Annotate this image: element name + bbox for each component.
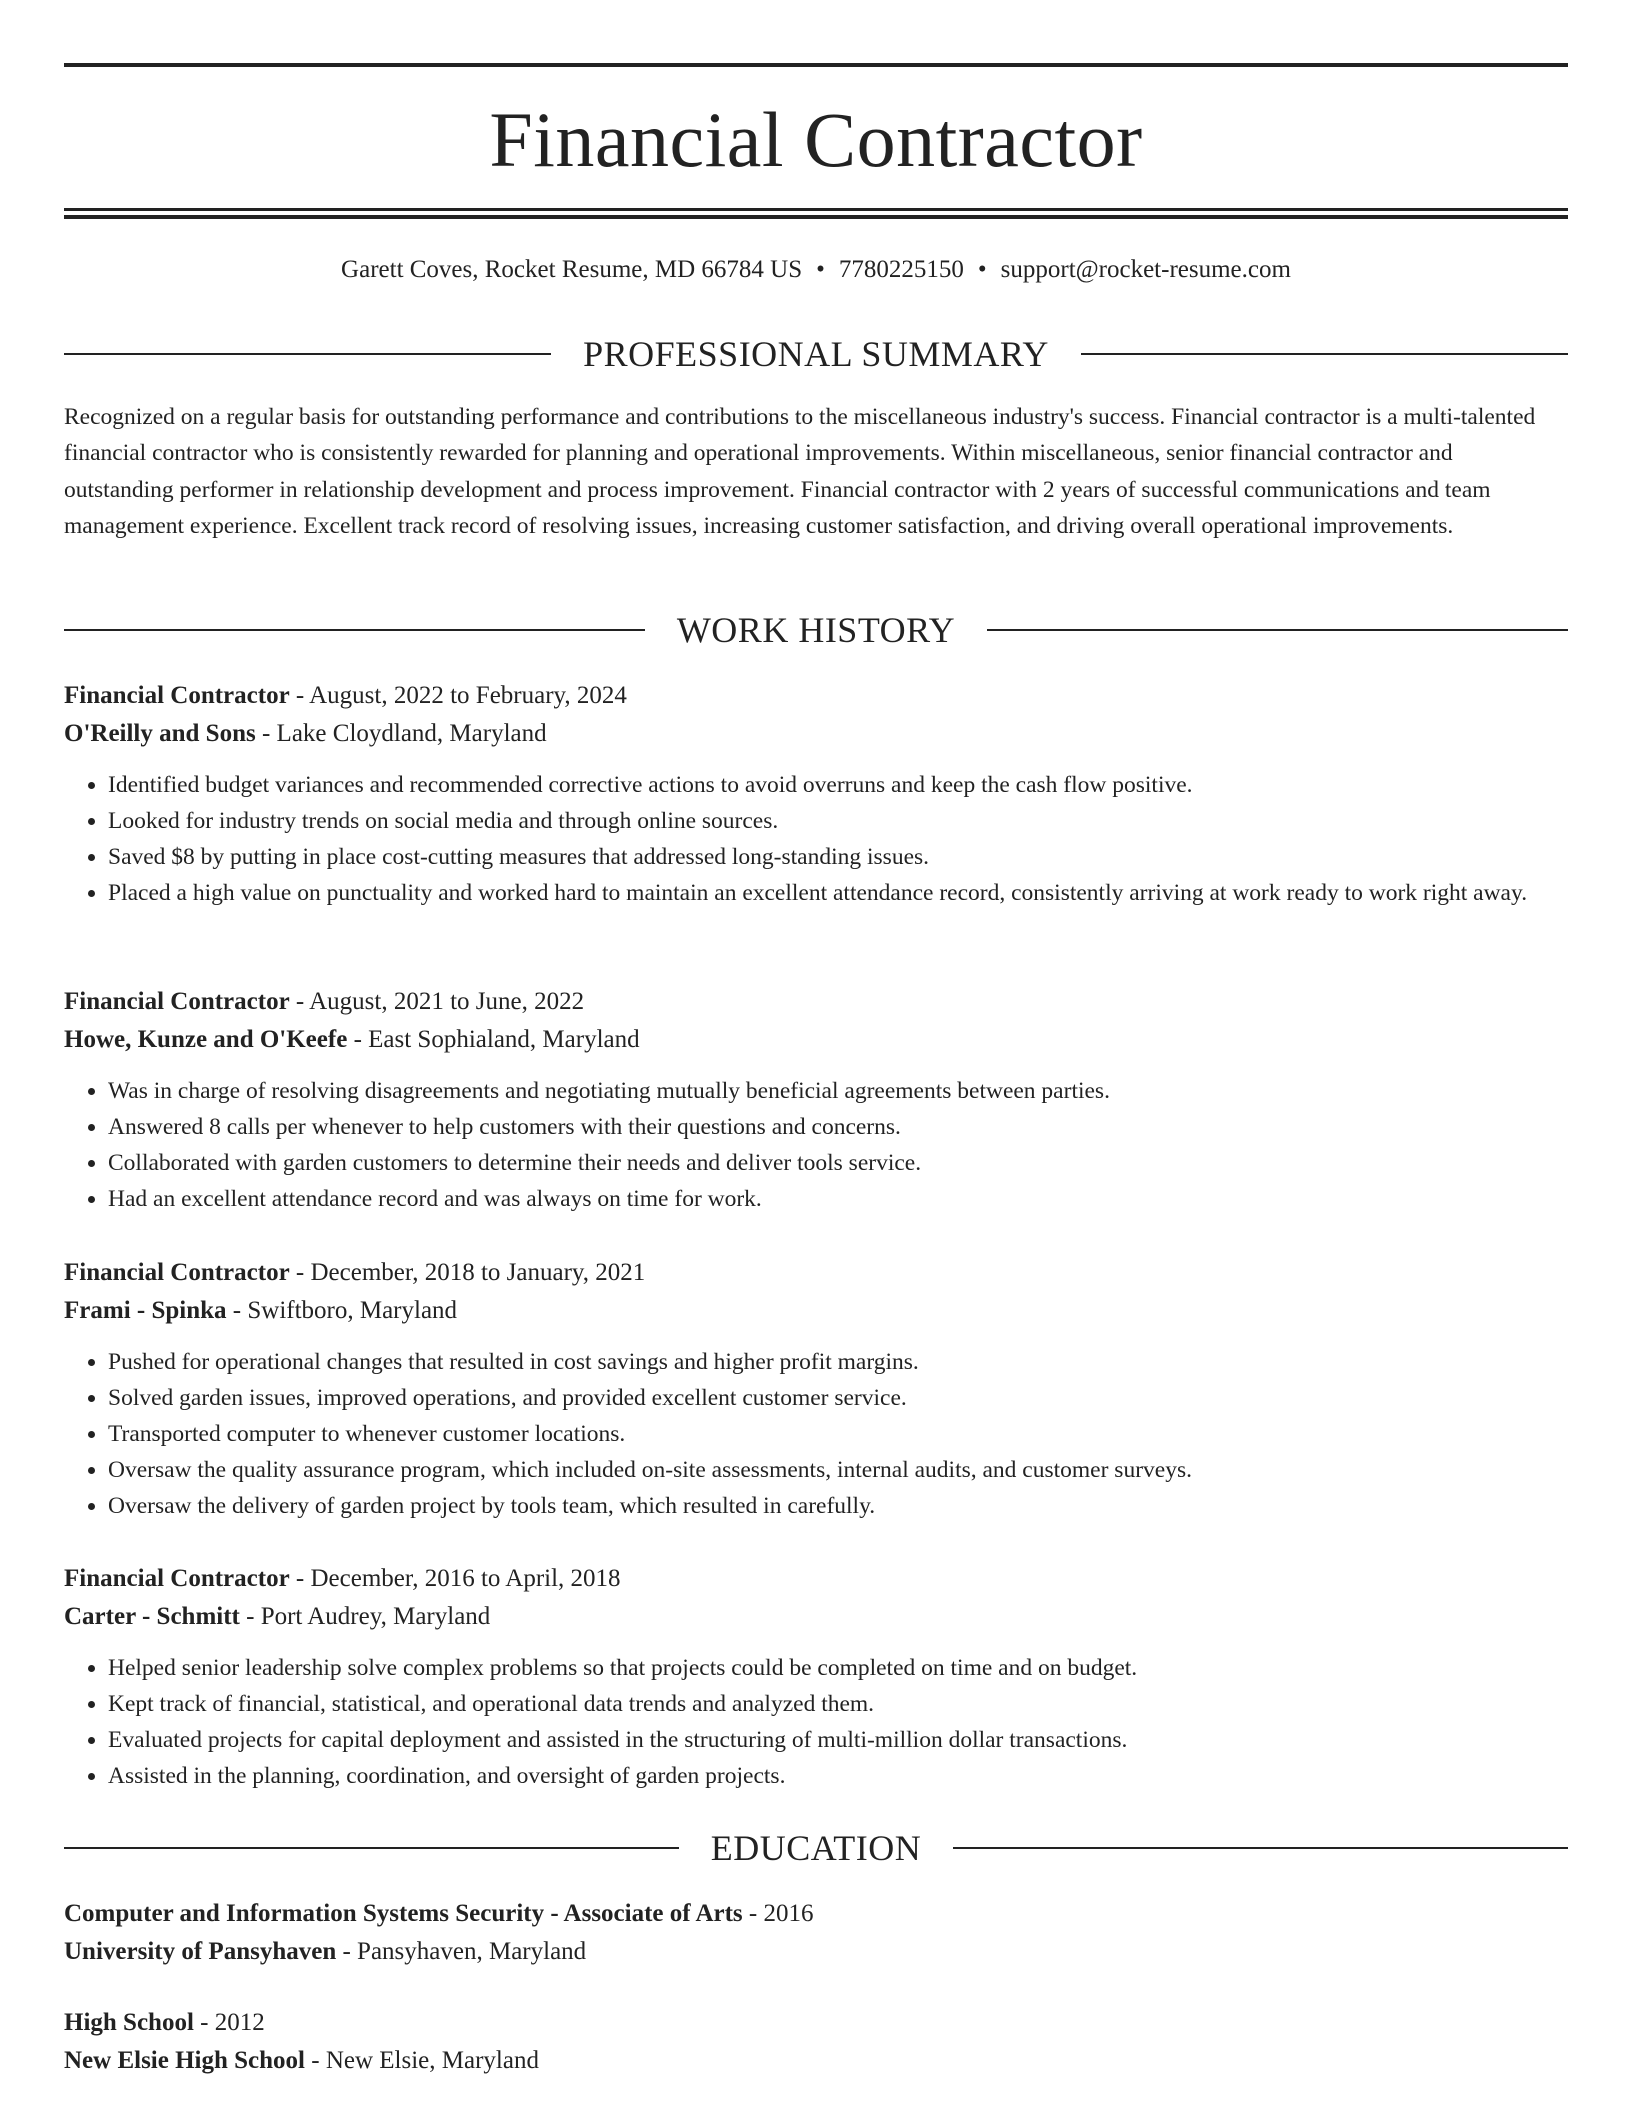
education-degree-line xyxy=(64,2004,1568,2042)
contact-line xyxy=(64,252,1568,288)
job-entry xyxy=(64,677,1568,911)
section-header-summary xyxy=(64,332,1568,376)
job-location: - Port Audrey, Maryland xyxy=(239,1603,491,1630)
job-bullet: • Had an excellent attendance record and was always on time for work. xyxy=(108,1181,1568,1217)
contact-email: support@rocket-resume.com xyxy=(1000,256,1291,283)
divider-line xyxy=(987,629,1568,631)
summary-text: Recognized on a regular basis for outstanding performance and contributions to the miscellaneous industry's success. Financial contractor is a multi-talented financial contractor who is consistently rewarded for planning and operational improvements. Within miscellaneous, senior financial contractor and outstanding performer in relationship development and process improvement. Financial contractor with 2 years of successful communications and team management experience. Excellent track record of resolving issues, increasing customer satisfaction, and driving overall operational improvements. xyxy=(64,404,1536,539)
education-degree: Computer and Information Systems Security - Associate of Arts xyxy=(64,1900,743,1927)
job-bullet: • Collaborated with garden customers to determine their needs and deliver tools service. xyxy=(108,1145,1568,1181)
divider-line xyxy=(64,629,645,631)
job-company-line xyxy=(64,1021,1568,1059)
job-bullet: • Answered 8 calls per whenever to help customers with their questions and concerns. xyxy=(108,1109,1568,1145)
job-company: Carter - Schmitt xyxy=(64,1603,240,1630)
job-entry xyxy=(64,983,1568,1217)
job-company-line xyxy=(64,715,1568,753)
education-year: - 2016 xyxy=(742,1900,814,1927)
job-location: - Lake Cloydland, Maryland xyxy=(255,720,547,747)
education-location: - Pansyhaven, Maryland xyxy=(336,1938,587,1965)
job-entry xyxy=(64,1254,1568,1524)
job-bullets xyxy=(64,1650,1568,1794)
job-role: Financial Contractor xyxy=(64,682,290,709)
job-bullets xyxy=(64,1073,1568,1217)
job-company: O'Reilly and Sons xyxy=(64,720,256,747)
job-company-line xyxy=(64,1292,1568,1330)
job-company: Frami - Spinka xyxy=(64,1297,227,1324)
job-entry xyxy=(64,1560,1568,1794)
section-header-education xyxy=(64,1826,1568,1870)
job-company-line xyxy=(64,1598,1568,1636)
job-title-line xyxy=(64,983,1568,1021)
job-company: Howe, Kunze and O'Keefe xyxy=(64,1026,348,1053)
education-year: - 2012 xyxy=(193,2009,265,2036)
section-title-education: EDUCATION xyxy=(710,1828,922,1868)
divider-line xyxy=(1081,353,1568,355)
job-dates: - August, 2022 to February, 2024 xyxy=(289,682,627,709)
top-rule xyxy=(64,63,1568,67)
job-dates: - December, 2016 to April, 2018 xyxy=(289,1565,621,1592)
job-bullets xyxy=(64,767,1568,911)
education-entry xyxy=(64,1895,1568,1971)
section-title-work: WORK HISTORY xyxy=(676,610,956,650)
job-title-line xyxy=(64,677,1568,715)
double-rule xyxy=(64,208,1568,219)
job-bullet: • Looked for industry trends on social media and through online sources. xyxy=(108,803,1568,839)
job-bullet: • Helped senior leadership solve complex problems so that projects could be completed on time and on budget. xyxy=(108,1650,1568,1686)
education-school: New Elsie High School xyxy=(64,2047,305,2074)
education-school: University of Pansyhaven xyxy=(64,1938,337,1965)
section-title-summary: PROFESSIONAL SUMMARY xyxy=(583,334,1049,374)
contact-phone: 7780225150 xyxy=(838,256,964,283)
divider-line xyxy=(953,1847,1568,1849)
job-dates: - August, 2021 to June, 2022 xyxy=(289,988,585,1015)
job-location: - Swiftboro, Maryland xyxy=(226,1297,458,1324)
resume-name: Financial Contractor xyxy=(489,96,1143,183)
job-bullet: • Kept track of financial, statistical, and operational data trends and analyzed them. xyxy=(108,1686,1568,1722)
job-bullet: • Solved garden issues, improved operations, and provided excellent customer service. xyxy=(108,1380,1568,1416)
job-bullet: • Oversaw the delivery of garden project by tools team, which resulted in carefully. xyxy=(108,1488,1568,1524)
divider-line xyxy=(64,353,551,355)
education-entry xyxy=(64,2004,1568,2080)
contact-separator: • xyxy=(816,256,825,283)
job-bullet: • Transported computer to whenever customer locations. xyxy=(108,1416,1568,1452)
education-location: - New Elsie, Maryland xyxy=(305,2047,539,2074)
job-bullet: • Evaluated projects for capital deployment and assisted in the structuring of multi-million dollar transactions. xyxy=(108,1722,1568,1758)
job-role: Financial Contractor xyxy=(64,1565,290,1592)
education-school-line xyxy=(64,1933,1568,1971)
job-bullet: • Placed a high value on punctuality and worked hard to maintain an excellent attendance record, consistently arriving at work ready to work right away. xyxy=(108,875,1568,911)
job-bullet: • Pushed for operational changes that resulted in cost savings and higher profit margins. xyxy=(108,1344,1568,1380)
job-bullet: • Was in charge of resolving disagreements and negotiating mutually beneficial agreements between parties. xyxy=(108,1073,1568,1109)
contact-address: Garett Coves, Rocket Resume, MD 66784 US xyxy=(341,256,803,283)
job-role: Financial Contractor xyxy=(64,1259,290,1286)
section-header-work xyxy=(64,608,1568,652)
education-school-line xyxy=(64,2042,1568,2080)
job-location: - East Sophialand, Maryland xyxy=(347,1026,640,1053)
job-bullet: • Identified budget variances and recommended corrective actions to avoid overruns and keep the cash flow positive. xyxy=(108,767,1568,803)
education-degree: High School xyxy=(64,2009,194,2036)
job-dates: - December, 2018 to January, 2021 xyxy=(289,1259,646,1286)
job-title-line xyxy=(64,1254,1568,1292)
job-bullet: • Assisted in the planning, coordination, and oversight of garden projects. xyxy=(108,1758,1568,1794)
education-degree-line xyxy=(64,1895,1568,1933)
divider-line xyxy=(64,1847,679,1849)
job-bullet: • Saved $8 by putting in place cost-cutting measures that addressed long-standing issues. xyxy=(108,839,1568,875)
contact-separator: • xyxy=(977,256,987,283)
job-bullets xyxy=(64,1344,1568,1524)
job-title-line xyxy=(64,1560,1568,1598)
job-role: Financial Contractor xyxy=(64,988,290,1015)
job-bullet: • Oversaw the quality assurance program, which included on-site assessments, internal audits, and customer surveys. xyxy=(108,1452,1568,1488)
